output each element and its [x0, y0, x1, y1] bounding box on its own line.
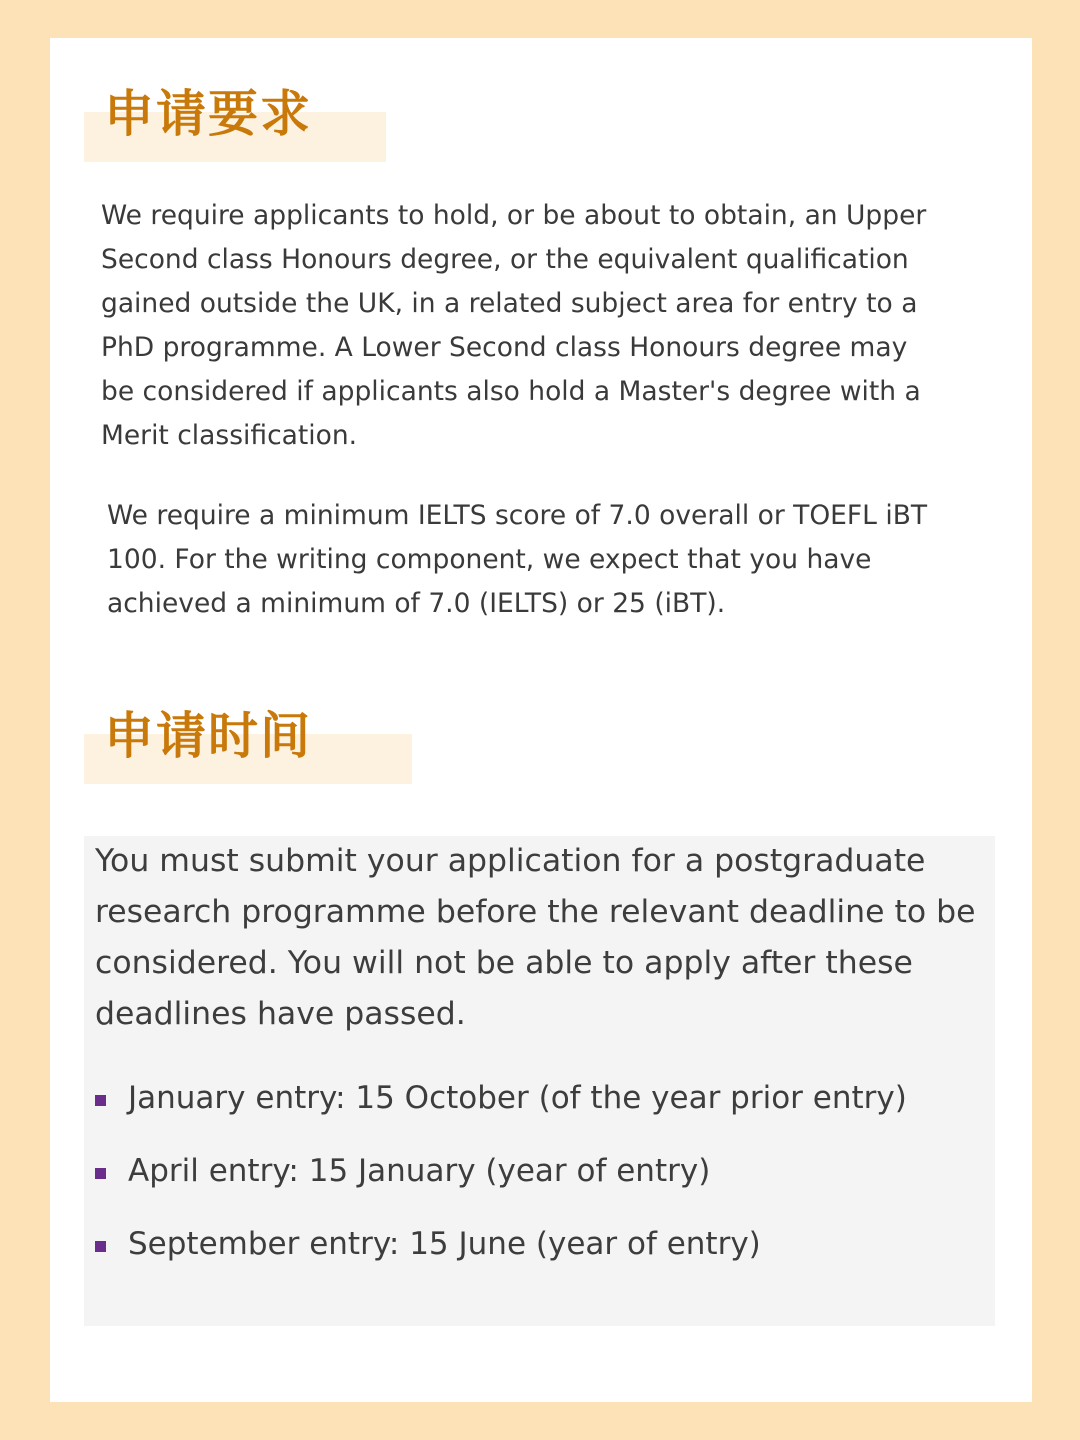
timeline-heading-block: [84, 707, 412, 784]
deadline-intro-paragraph: You must submit your application for a postgraduate research programme before the relevant deadline to be considered. You will not be able to apply after these deadlines have passed.: [95, 843, 976, 1032]
timeline-heading: 申请时间: [104, 707, 312, 765]
content-card: [50, 38, 1032, 1402]
requirements-heading-block: [84, 85, 386, 162]
deadline-january: January entry: 15 October (of the year prior entry): [128, 1080, 907, 1116]
square-bullet-icon: [95, 1095, 106, 1106]
deadline-september: September entry: 15 June (year of entry): [128, 1226, 761, 1262]
language-requirement-paragraph: We require a minimum IELTS score of 7.0 overall or TOEFL iBT 100. For the writing component, we expect that you have achieved a minimum of 7.0 (IELTS) or 25 (iBT).: [107, 500, 928, 619]
degree-requirement-paragraph: We require applicants to hold, or be about to obtain, an Upper Second class Honours degree, or the equivalent qualification gained outside the UK, in a related subject area for entry to a PhD programme. A Lower Second class Honours degree may be considered if applicants also hold a Master's degree with a Merit classification.: [101, 200, 927, 451]
deadline-info-box: [84, 836, 995, 1326]
square-bullet-icon: [95, 1168, 106, 1179]
deadline-april: April entry: 15 January (year of entry): [128, 1153, 711, 1189]
requirements-heading: 申请要求: [104, 85, 312, 143]
square-bullet-icon: [95, 1241, 106, 1252]
